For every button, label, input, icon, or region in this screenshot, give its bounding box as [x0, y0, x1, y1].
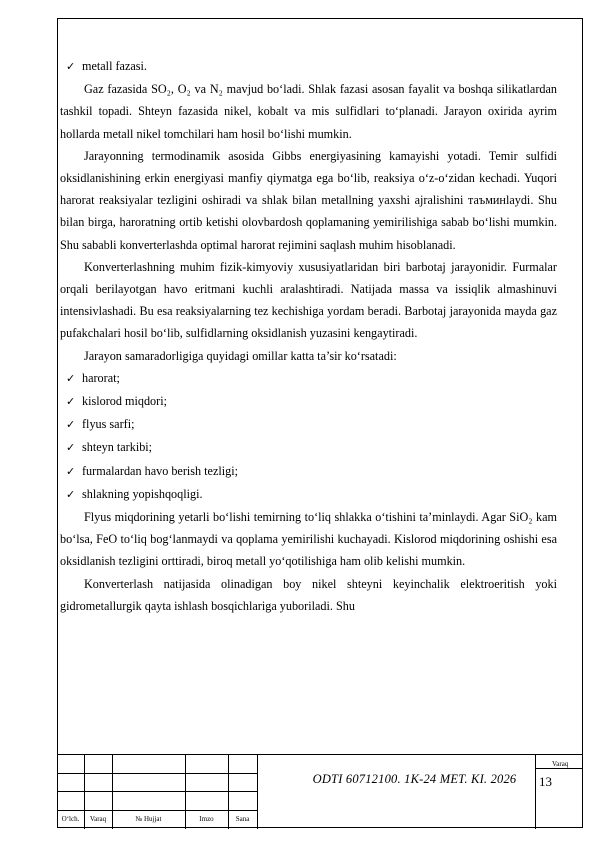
page-number: 13 — [539, 774, 552, 789]
stamp-divider — [535, 755, 536, 829]
document-body — [60, 55, 557, 617]
stamp-row-line — [535, 768, 583, 769]
list-item: ✓ harorat; — [60, 367, 557, 390]
stamp-col-hujjat: № Hujjat — [135, 815, 162, 823]
sheet-label: Varaq — [552, 760, 569, 768]
document-code: ODTI 60712100. 1K-24 MET. KI. 2026 — [312, 772, 517, 786]
stamp-col-sana: Sana — [235, 815, 250, 823]
checkmark-icon: ✓ — [66, 487, 76, 501]
checkmark-icon: ✓ — [66, 464, 76, 478]
checkmark-icon: ✓ — [66, 418, 76, 432]
stamp-divider — [257, 755, 258, 829]
stamp-col-varaq: Varaq — [89, 815, 107, 823]
list-item: ✓ furmalardan havo berish tezligi; — [60, 460, 557, 483]
checkmark-icon: ✓ — [66, 395, 76, 409]
paragraph-thermodynamics: Jarayonning termodinamik asosida Gibbs energiyasining kamayishi yotadi. Temir sulfidi oksidlanishining erkin energiyasi manfiy qiymatga ega bo‘lib, reaksiya o‘z-o‘zidan kechadi. Yuqori harorat reaksiyalar tezligini oshiradi va shlak bilan metallning yaxshi ajralishini таъминlaydi. Shu bilan birga, haroratning ortib ketishi olovbardosh qoplamaning yemirilishiga sabab bo‘lishi mumkin. Shu sababli konverterlashda optimal harorat rejimini saqlash muhim hisoblanadi. — [60, 148, 557, 252]
checkmark-icon: ✓ — [66, 60, 76, 73]
stamp-row-line — [57, 773, 257, 774]
paragraph-gas-phase: Gaz fazasida SO₂, O₂ va N₂ mavjud bo‘ladi. Shlak fazasi asosan fayalit va boshqa silikatlardan tashkil topadi. Shteyn fazasida nikel, kobalt va mis sulfidlari to‘planadi. Jarayon oxirida ayrim hollarda metall nikel tomchilari ham hosil bo‘lishi mumkin. — [60, 82, 557, 141]
list-item: ✓ shlakning yopishqoqligi. — [60, 483, 557, 506]
title-block — [57, 754, 583, 829]
paragraph-factors-intro: Jarayon samaradorligiga quyidagi omillar katta ta’sir ko‘rsatadi: — [84, 348, 397, 363]
paragraph-flux: Flyus miqdorining yetarli bo‘lishi temirning to‘liq shlakka o‘tishini ta’minlaydi. Agar SiO₂ kam bo‘lsa, FeO to‘liq bog‘lanmaydi va qoplama yemirilishi kuchayadi. Kislorod miqdorining oshishi esa oksidlanish tezligini orttiradi, biroq metall yo‘qotilishiga ham olib kelishi mumkin. — [60, 510, 557, 569]
checkmark-icon: ✓ — [66, 371, 76, 385]
stamp-col-olch: O‘lch. — [61, 815, 80, 823]
list-item: ✓ flyus sarfi; — [60, 413, 557, 436]
factors-list — [60, 367, 557, 506]
stamp-row-line — [57, 791, 257, 792]
paragraph-result: Konverterlash natijasida olinadigan boy nikel shteyni keyinchalik elektroeritish yoki gidrometallurgik qayta ishlash bosqichlariga yuboriladi. Shu — [60, 576, 557, 613]
list-item: ✓ shteyn tarkibi; — [60, 436, 557, 459]
stamp-row-line — [57, 810, 257, 811]
checkmark-icon: ✓ — [66, 441, 76, 455]
paragraph-bubbling: Konverterlashning muhim fizik-kimyoviy xususiyatlaridan biri barbotaj jarayonidir. Furmalar orqali berilayotgan havo eritmani kuchli aralashtiradi. Natijada massa va issiqlik almashinuvi intensivlashadi. Bu esa reaksiyalarning tez kechishiga yordam beradi. Barbotaj jarayonida mayda gaz pufakchalari hosil bo‘lib, sulfidlarning oksidlanish yuzasini kengaytiradi. — [60, 259, 557, 341]
list-item-metall: ✓ metall fazasi. — [60, 55, 557, 78]
stamp-col-imzo: Imzo — [199, 815, 214, 823]
list-item: ✓ kislorod miqdori; — [60, 390, 557, 413]
